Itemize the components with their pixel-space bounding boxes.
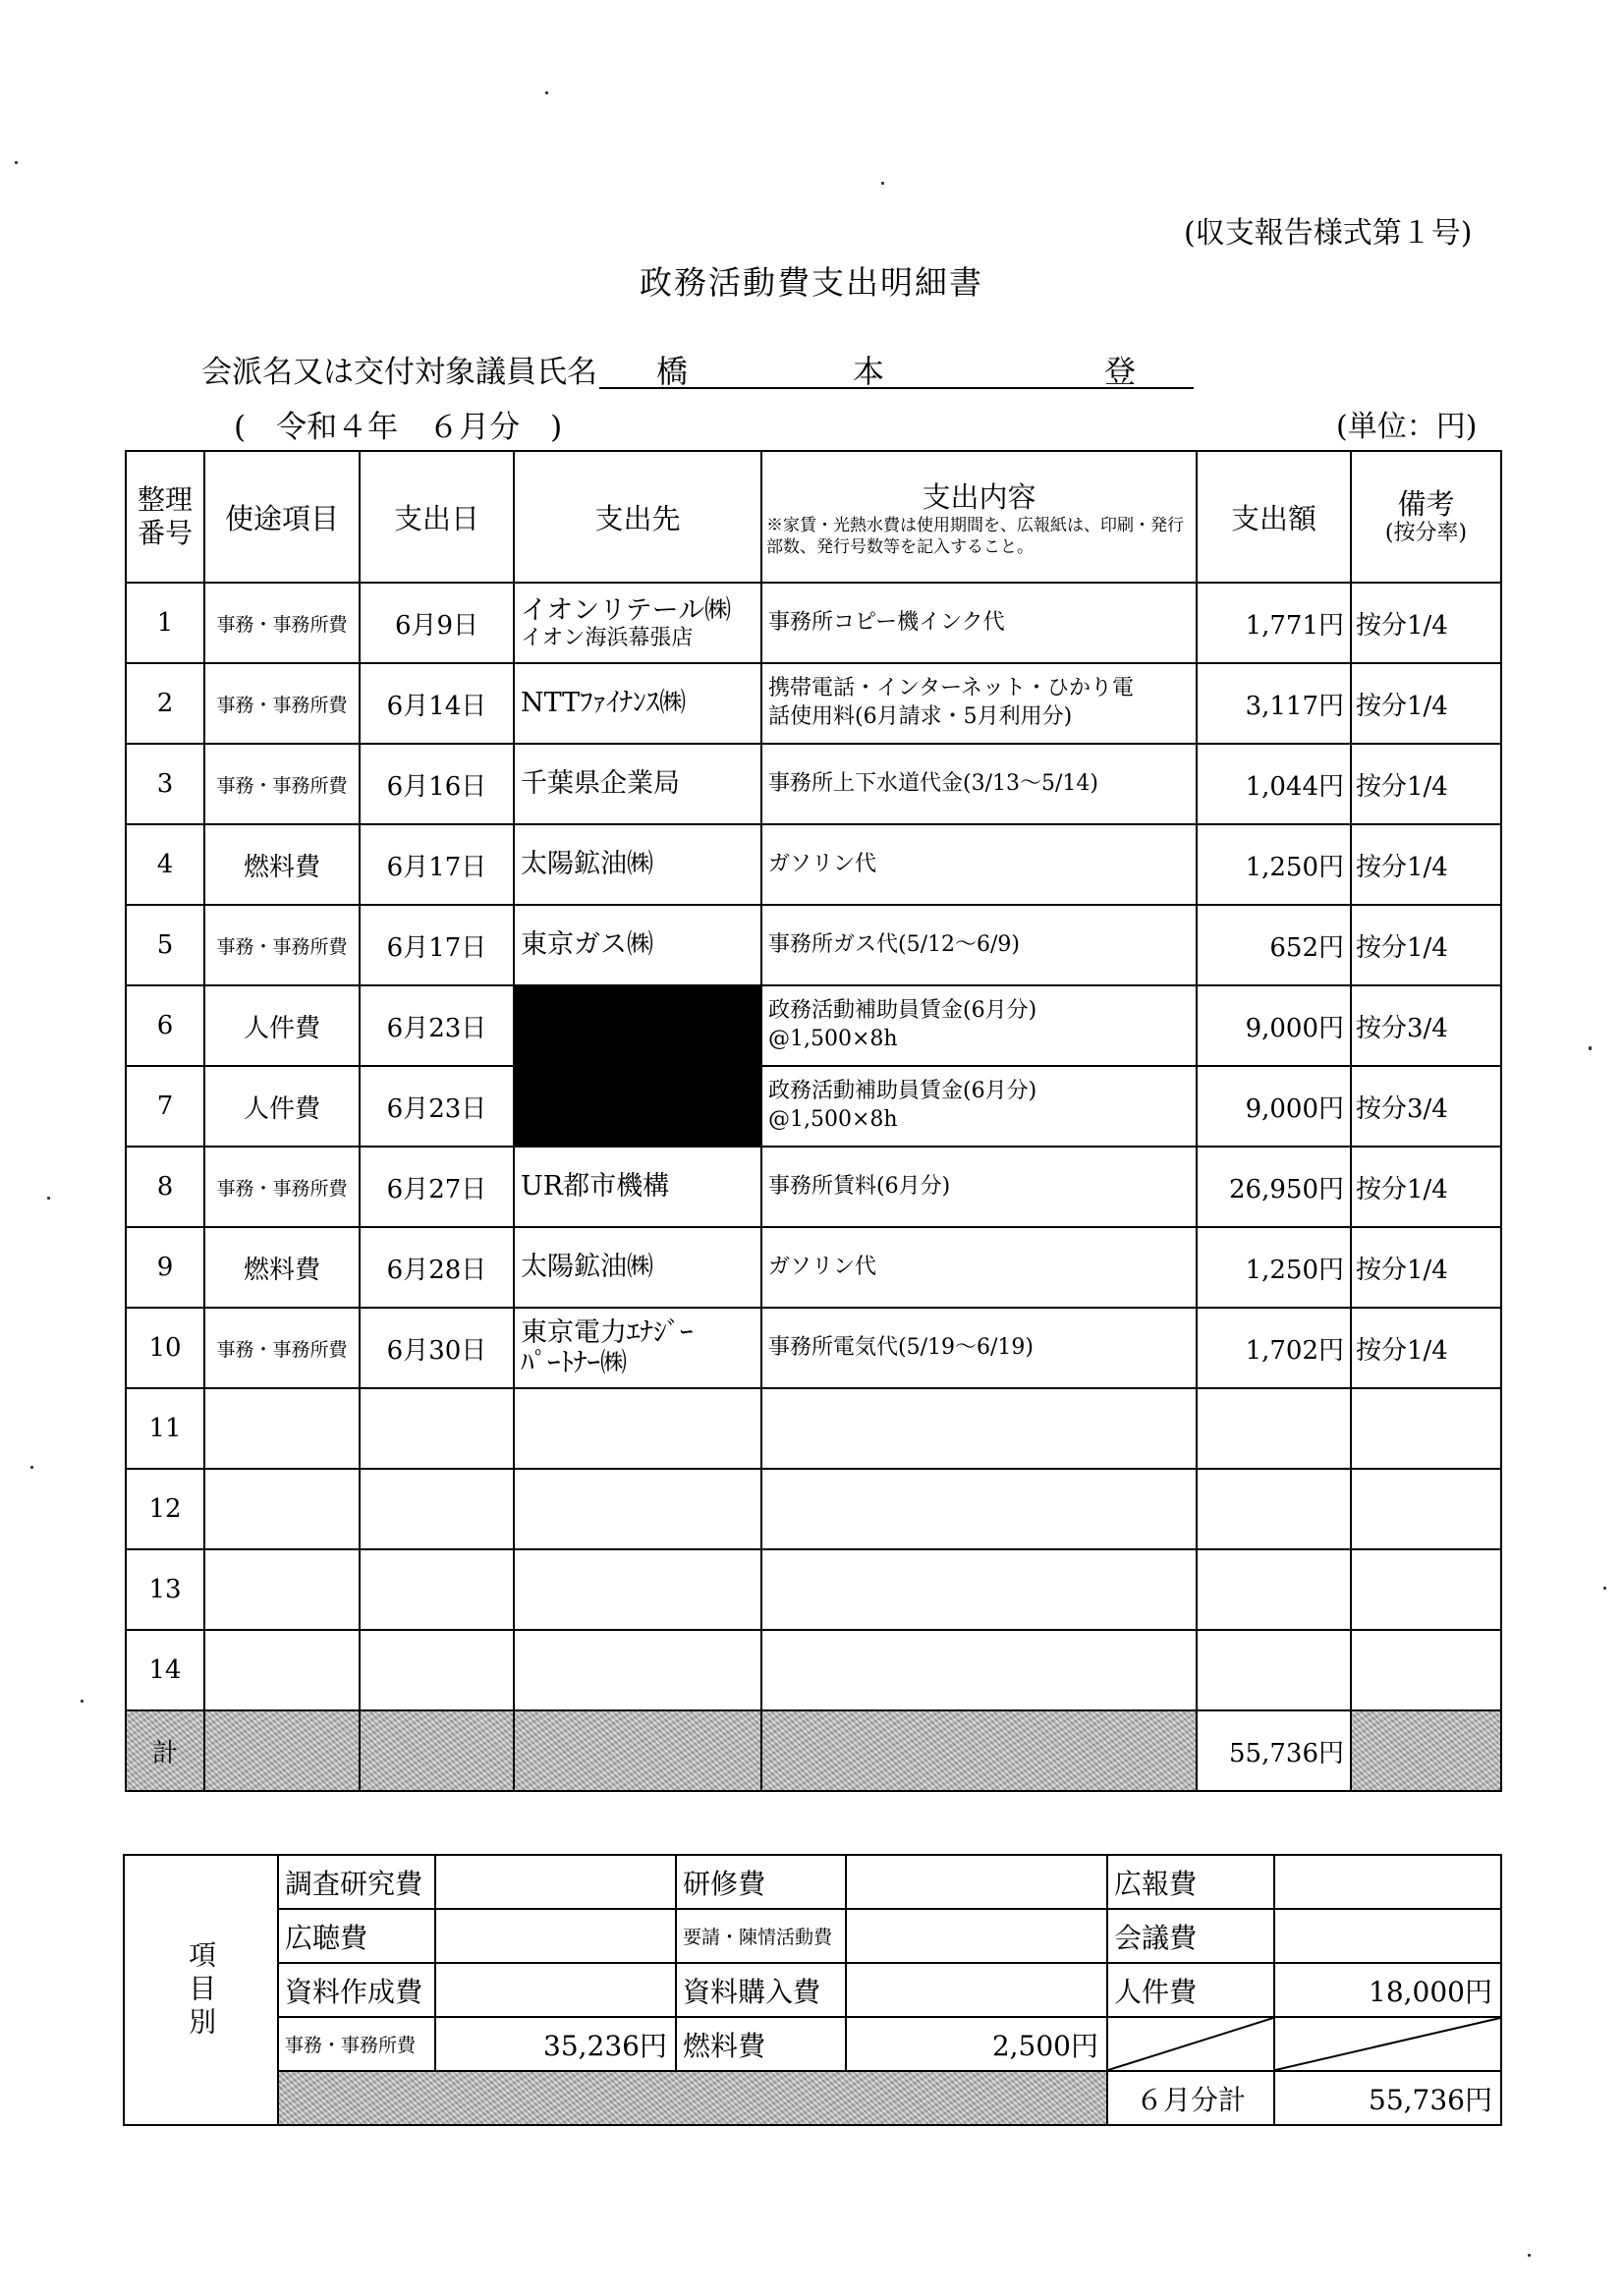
row-amount: 1,250円 (1197, 1227, 1351, 1308)
row-payee-line: UR都市機構 (521, 1171, 670, 1203)
row-content (761, 1549, 1197, 1630)
row-purpose: 事務・事務所費 (204, 583, 360, 663)
summary-office-value: 35,236円 (435, 2017, 676, 2071)
row-number: 9 (126, 1227, 204, 1308)
row-amount (1197, 1469, 1351, 1549)
total-shaded-cell (514, 1710, 761, 1791)
summary-label-text: 項目別 (185, 1939, 218, 2041)
table-row (126, 583, 1501, 663)
row-payee (514, 1147, 761, 1227)
table-row (126, 1308, 1501, 1388)
month-total-label: ６月分計 (1107, 2071, 1274, 2125)
row-content-line: @1,500×8h (768, 1107, 898, 1132)
scan-speck (1528, 2254, 1531, 2257)
row-number: 3 (126, 744, 204, 824)
row-content (761, 663, 1197, 744)
row-purpose: 人件費 (204, 1066, 360, 1147)
row-payee (514, 1308, 761, 1388)
summary-personnel-value: 18,000円 (1274, 1963, 1501, 2017)
scan-speck (1589, 1046, 1592, 1050)
row-amount: 9,000円 (1197, 985, 1351, 1066)
header-content-note: ※家賃・光熱水費は使用期間を、広報紙は、印刷・発行部数、発行号数等を記入すること。 (766, 516, 1184, 557)
total-shaded-cell (1351, 1710, 1501, 1791)
row-content-line: @1,500×8h (768, 1027, 898, 1051)
row-content (761, 744, 1197, 824)
member-name-part: 登 (1104, 353, 1137, 390)
reporting-period: ( 令和４年 ６月分 ) (234, 410, 563, 445)
row-date: 6月9日 (360, 583, 514, 663)
table-row (126, 985, 1501, 1066)
month-total-value: 55,736円 (1274, 2071, 1501, 2125)
row-date: 6月16日 (360, 744, 514, 824)
row-content (761, 824, 1197, 905)
row-payee-line: NTTﾌｧｲﾅﾝｽ㈱ (521, 688, 687, 719)
row-date: 6月14日 (360, 663, 514, 744)
summary-meeting-label: 会議費 (1107, 1909, 1274, 1963)
scan-speck (545, 91, 548, 94)
header-content-title: 支出内容 (922, 480, 1036, 515)
row-content (761, 985, 1197, 1066)
header-amount: 支出額 (1197, 451, 1351, 583)
row-purpose: 事務・事務所費 (204, 1147, 360, 1227)
member-name-part: 橋 (656, 353, 689, 390)
row-content-line: 事務所電気代(5/19～6/19) (768, 1334, 1034, 1360)
row-amount (1197, 1549, 1351, 1630)
row-payee-line: ﾊﾟｰﾄﾅｰ㈱ (521, 1348, 627, 1378)
row-date: 6月23日 (360, 1066, 514, 1147)
row-content (761, 1469, 1197, 1549)
summary-research-value (435, 1855, 676, 1909)
member-label: 会派名又は交付対象議員氏名 (201, 355, 597, 390)
table-row (126, 824, 1501, 905)
row-note: 按分1/4 (1351, 583, 1501, 663)
row-purpose (204, 1549, 360, 1630)
row-number: 1 (126, 583, 204, 663)
table-row (126, 1549, 1501, 1630)
row-note (1351, 1630, 1501, 1710)
row-date: 6月17日 (360, 905, 514, 985)
row-payee (514, 1227, 761, 1308)
summary-pr-value (1274, 1855, 1501, 1909)
summary-personnel-label: 人件費 (1107, 1963, 1274, 2017)
summary-training-value (846, 1855, 1107, 1909)
redacted-payee (514, 985, 761, 1147)
summary-meeting-value (1274, 1909, 1501, 1963)
row-purpose: 事務・事務所費 (204, 905, 360, 985)
row-content (761, 1630, 1197, 1710)
row-number: 10 (126, 1308, 204, 1388)
header-content (761, 451, 1197, 583)
row-number: 8 (126, 1147, 204, 1227)
row-purpose (204, 1469, 360, 1549)
row-note: 按分1/4 (1351, 905, 1501, 985)
summary-documents-label: 資料作成費 (278, 1963, 435, 2017)
row-payee (514, 744, 761, 824)
category-summary-table (123, 1854, 1502, 2126)
row-content (761, 1388, 1197, 1469)
row-content-line: 事務所賃料(6月分) (768, 1173, 951, 1199)
row-amount (1197, 1630, 1351, 1710)
row-content-line: 事務所コピー機インク代 (768, 609, 1005, 635)
row-note: 按分1/4 (1351, 824, 1501, 905)
row-payee-line: イオンリテール㈱ (521, 594, 732, 626)
row-date (360, 1469, 514, 1549)
row-number: 5 (126, 905, 204, 985)
row-purpose: 事務・事務所費 (204, 663, 360, 744)
header-note: 備考 (按分率) (1351, 451, 1501, 583)
total-shaded-cell (761, 1710, 1197, 1791)
summary-purchase-value (846, 1963, 1107, 2017)
row-payee-line: 東京電力ｴﾅｼﾞｰ (521, 1316, 694, 1348)
row-number: 12 (126, 1469, 204, 1549)
row-payee-line: イオン海浜幕張店 (521, 625, 694, 650)
summary-research-label: 調査研究費 (278, 1855, 435, 1909)
scan-speck (30, 1466, 33, 1469)
total-row (126, 1710, 1501, 1791)
row-amount: 1,250円 (1197, 824, 1351, 905)
row-content-line: 政務活動補助員賃金(6月分) (768, 1079, 1037, 1104)
table-row (126, 1227, 1501, 1308)
row-purpose: 事務・事務所費 (204, 1308, 360, 1388)
header-purpose: 使途項目 (204, 451, 360, 583)
row-content-line: 話使用料(6月請求・5月利用分) (768, 704, 1073, 729)
row-content-line: ガソリン代 (768, 1254, 877, 1279)
form-number: (収支報告様式第１号) (1184, 216, 1473, 251)
summary-label (124, 1855, 278, 2125)
scan-speck (81, 1700, 84, 1703)
row-payee (514, 1469, 761, 1549)
row-number: 13 (126, 1549, 204, 1630)
row-purpose (204, 1388, 360, 1469)
row-content-line: ガソリン代 (768, 851, 877, 876)
row-note: 按分1/4 (1351, 1147, 1501, 1227)
row-note: 按分1/4 (1351, 1308, 1501, 1388)
table-row (126, 905, 1501, 985)
scan-speck (881, 182, 884, 185)
row-payee-line: 千葉県企業局 (521, 768, 680, 800)
row-content-line: 事務所ガス代(5/12～6/9) (768, 931, 1020, 957)
scan-speck (1603, 1587, 1606, 1590)
row-purpose (204, 1630, 360, 1710)
row-date: 6月17日 (360, 824, 514, 905)
row-note (1351, 1469, 1501, 1549)
summary-fuel-label: 燃料費 (676, 2017, 846, 2071)
total-amount: 55,736円 (1197, 1710, 1351, 1791)
header-payee: 支出先 (514, 451, 761, 583)
table-row (126, 1388, 1501, 1469)
row-amount: 9,000円 (1197, 1066, 1351, 1147)
summary-training-label: 研修費 (676, 1855, 846, 1909)
table-row (126, 663, 1501, 744)
row-content (761, 1308, 1197, 1388)
row-date: 6月30日 (360, 1308, 514, 1388)
row-date (360, 1630, 514, 1710)
row-note: 按分1/4 (1351, 1227, 1501, 1308)
row-number: 11 (126, 1388, 204, 1469)
total-label: 計 (126, 1710, 204, 1791)
table-row (126, 744, 1501, 824)
row-payee (514, 824, 761, 905)
row-amount: 3,117円 (1197, 663, 1351, 744)
row-payee-line: 太陽鉱油㈱ (521, 849, 653, 880)
row-payee (514, 905, 761, 985)
row-note: 按分1/4 (1351, 663, 1501, 744)
row-date: 6月23日 (360, 985, 514, 1066)
row-content (761, 1227, 1197, 1308)
row-content-line: 事務所上下水道代金(3/13～5/14) (768, 770, 1098, 796)
summary-petition-value (846, 1909, 1107, 1963)
member-name-part: 本 (853, 353, 885, 390)
row-purpose: 燃料費 (204, 824, 360, 905)
table-row (126, 1630, 1501, 1710)
unit-label: (単位：円) (1336, 410, 1478, 444)
row-content-line: 携帯電話・インターネット・ひかり電 (768, 676, 1135, 701)
row-content-line: 政務活動補助員賃金(6月分) (768, 998, 1037, 1024)
row-note: 按分3/4 (1351, 985, 1501, 1066)
row-date: 6月27日 (360, 1147, 514, 1227)
summary-petition-label: 要請・陳情活動費 (676, 1909, 846, 1963)
summary-hearing-value (435, 1909, 676, 1963)
total-shaded-cell (204, 1710, 360, 1791)
row-note: 按分3/4 (1351, 1066, 1501, 1147)
row-payee (514, 1549, 761, 1630)
row-note (1351, 1388, 1501, 1469)
row-number: 14 (126, 1630, 204, 1710)
row-number: 4 (126, 824, 204, 905)
summary-shaded-cell (278, 2071, 1107, 2125)
table-row (126, 1147, 1501, 1227)
row-date (360, 1549, 514, 1630)
row-payee-line: 太陽鉱油㈱ (521, 1252, 653, 1283)
summary-hearing-label: 広聴費 (278, 1909, 435, 1963)
row-payee (514, 663, 761, 744)
total-shaded-cell (360, 1710, 514, 1791)
row-purpose: 燃料費 (204, 1227, 360, 1308)
row-number: 6 (126, 985, 204, 1066)
summary-fuel-value: 2,500円 (846, 2017, 1107, 2071)
scan-speck (47, 1197, 50, 1200)
row-number: 7 (126, 1066, 204, 1147)
row-payee (514, 1388, 761, 1469)
summary-purchase-label: 資料購入費 (676, 1963, 846, 2017)
row-date (360, 1388, 514, 1469)
scan-speck (15, 161, 18, 164)
row-content (761, 1147, 1197, 1227)
row-purpose: 事務・事務所費 (204, 744, 360, 824)
table-row (126, 1469, 1501, 1549)
table-row (126, 1066, 1501, 1147)
header-date: 支出日 (360, 451, 514, 583)
document-title: 政務活動費支出明細書 (640, 263, 983, 302)
row-amount (1197, 1388, 1351, 1469)
row-amount: 1,702円 (1197, 1308, 1351, 1388)
row-amount: 1,044円 (1197, 744, 1351, 824)
row-content (761, 1066, 1197, 1147)
table-header-row (126, 451, 1501, 583)
row-payee-line: 東京ガス㈱ (521, 929, 653, 961)
row-purpose: 人件費 (204, 985, 360, 1066)
row-content (761, 905, 1197, 985)
expense-detail-table (125, 450, 1502, 1792)
row-amount: 1,771円 (1197, 583, 1351, 663)
row-content (761, 583, 1197, 663)
row-date: 6月28日 (360, 1227, 514, 1308)
summary-diagonal-cell (1274, 2017, 1501, 2071)
row-payee (514, 583, 761, 663)
header-no: 整理 番号 (126, 451, 204, 583)
row-note: 按分1/4 (1351, 744, 1501, 824)
row-payee (514, 1630, 761, 1710)
summary-office-label: 事務・事務所費 (278, 2017, 435, 2071)
row-number: 2 (126, 663, 204, 744)
row-amount: 26,950円 (1197, 1147, 1351, 1227)
summary-pr-label: 広報費 (1107, 1855, 1274, 1909)
summary-documents-value (435, 1963, 676, 2017)
summary-diagonal-cell (1107, 2017, 1274, 2071)
row-note (1351, 1549, 1501, 1630)
row-amount: 652円 (1197, 905, 1351, 985)
